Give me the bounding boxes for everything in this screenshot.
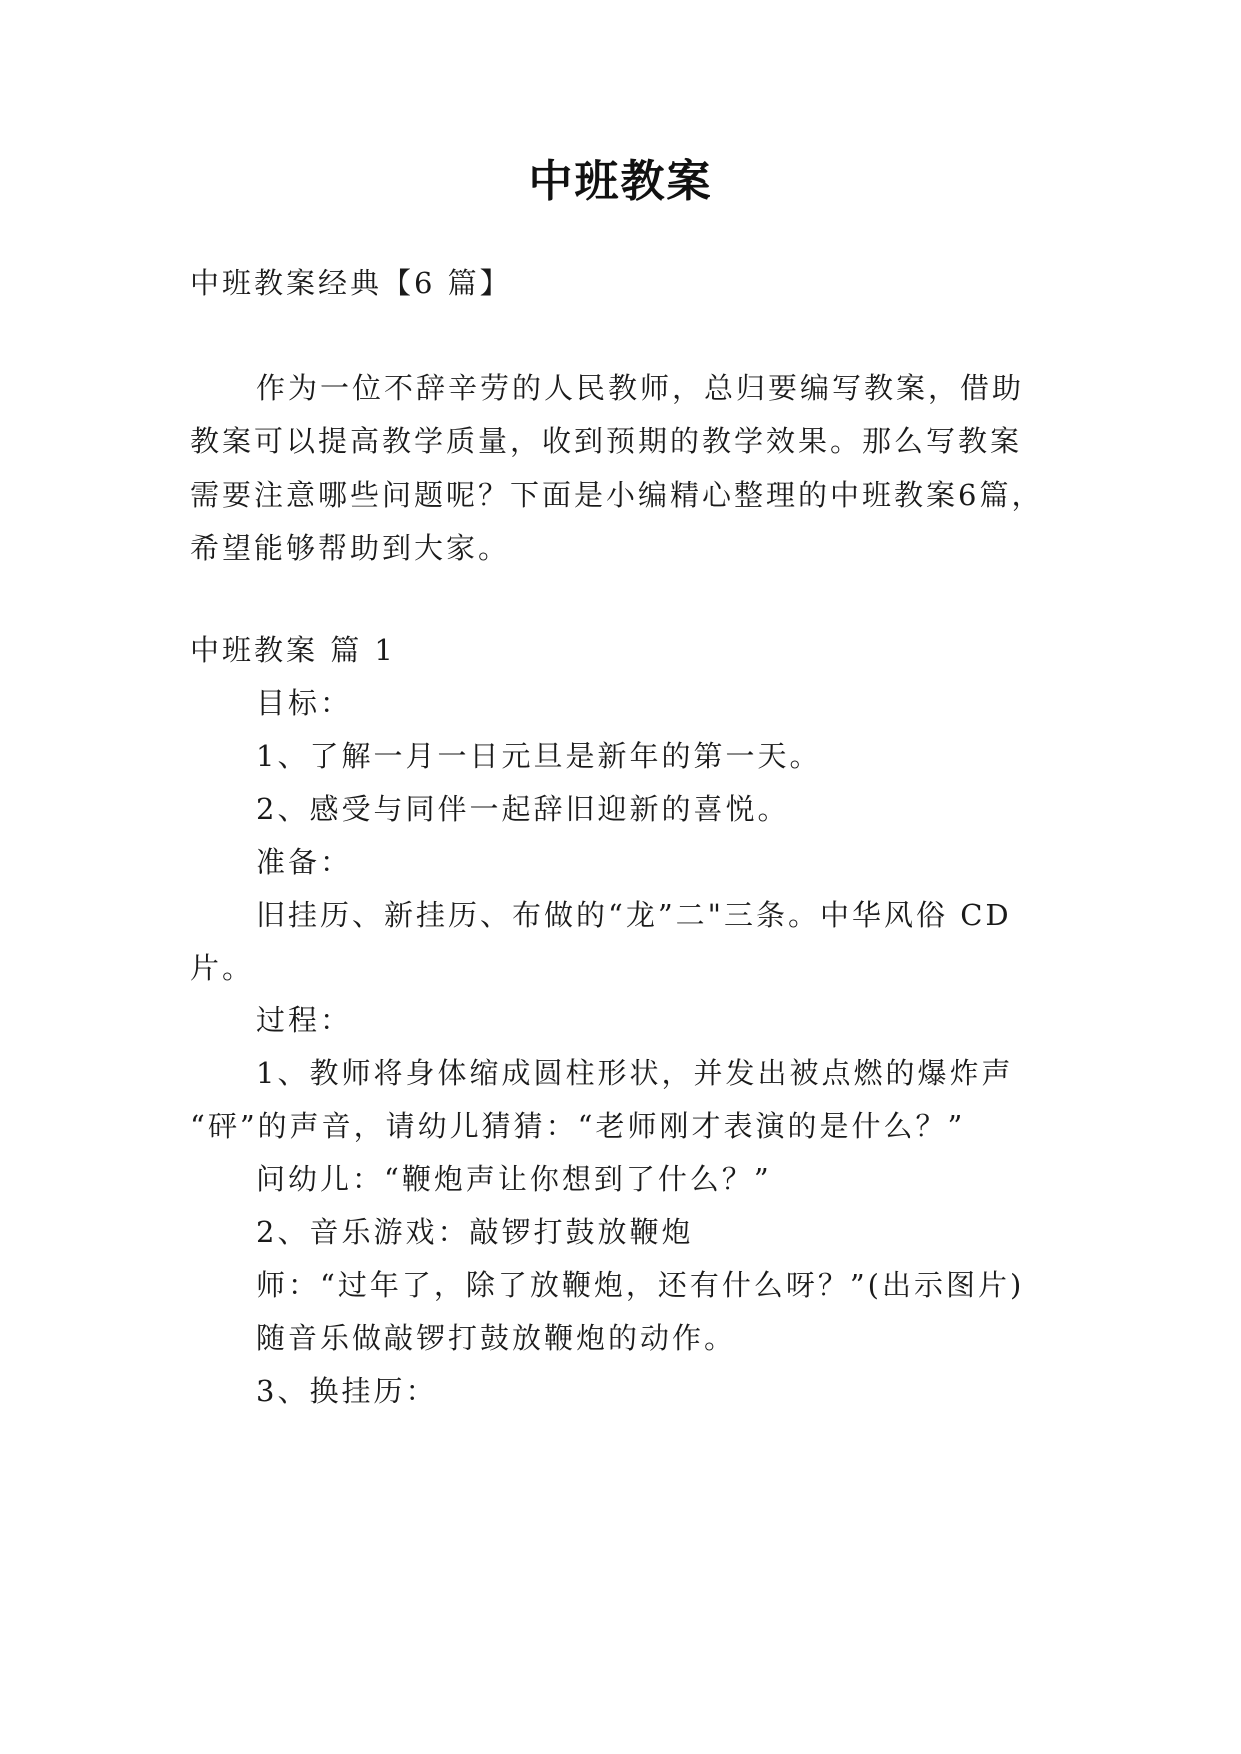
body-line: 过程： (256, 1003, 353, 1037)
intro-line: 作为一位不辞辛劳的人民教师，总归要编写教案，借助 (256, 371, 1025, 405)
body-line: 问幼儿：“鞭炮声让你想到了什么？” (256, 1162, 772, 1196)
body-line: 师：“过年了，除了放鞭炮，还有什么呀？”(出示图片) (256, 1268, 1025, 1302)
body-line: 2、感受与同伴一起辞旧迎新的喜悦。 (256, 792, 790, 826)
body-line: 3、换挂历： (256, 1374, 438, 1408)
body-line: 旧挂历、新挂历、布做的“龙”二"三条。中华风俗 CD (256, 898, 1012, 932)
document-subtitle: 中班教案经典【6 篇】 (190, 266, 512, 300)
body-line: 2、音乐游戏：敲锣打鼓放鞭炮 (256, 1215, 694, 1249)
body-line: 片。 (190, 951, 255, 985)
intro-line: 教案可以提高教学质量，收到预期的教学效果。那么写教案 (190, 424, 1023, 458)
body-line: 1、教师将身体缩成圆柱形状，并发出被点燃的爆炸声 (256, 1056, 1014, 1090)
body-line: 准备： (256, 845, 353, 879)
intro-line: 需要注意哪些问题呢？下面是小编精心整理的中班教案6篇， (190, 478, 1044, 512)
section-heading: 中班教案 篇 1 (190, 633, 396, 667)
document-title: 中班教案 (528, 156, 713, 207)
intro-line: 希望能够帮助到大家。 (190, 531, 511, 565)
body-line: 目标： (256, 686, 353, 720)
body-line: 随音乐做敲锣打鼓放鞭炮的动作。 (256, 1321, 737, 1355)
body-line: 1、了解一月一日元旦是新年的第一天。 (256, 739, 822, 773)
body-line: “砰”的声音，请幼儿猜猜：“老师刚才表演的是什么？” (190, 1109, 966, 1143)
